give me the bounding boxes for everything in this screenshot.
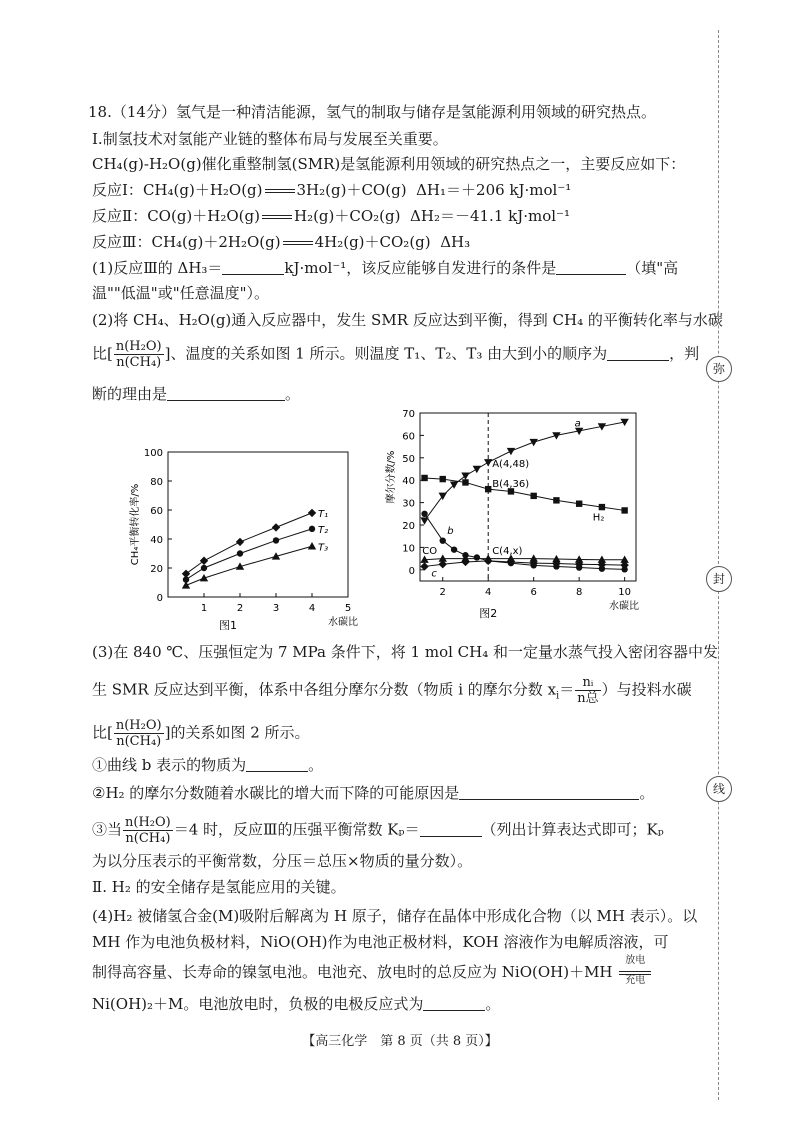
y-tick-label: 50 (402, 453, 415, 465)
data-point (421, 511, 427, 517)
question-2-cont: 比[ $\frac{\text{n(H₂O)}}{\text{n(CH₄)}}$ ]、温度的关系如图 1 所示。则温度 T₁、T₂、T₃ 由大到小的顺序为 ，判 (92, 339, 700, 370)
question-3-cont: 生 SMR 反应达到平衡，体系中各组分摩尔分数（物质 i 的摩尔分数 $x_i=$ $\frac{\text{nᵢ}}{\text{n总}}$ ）与投料水碳 (92, 675, 692, 706)
data-point (462, 479, 468, 485)
x-axis-label: 水碳比 (328, 617, 358, 628)
figure-title: 图1 (219, 619, 237, 630)
seal-char: 封 (706, 566, 732, 592)
y-tick-label: 0 (408, 565, 415, 577)
data-point (484, 557, 492, 565)
x-axis-label: 水碳比 (609, 601, 639, 612)
answer-blank[interactable] (420, 821, 482, 837)
data-point (182, 581, 190, 588)
data-point (461, 473, 469, 480)
x-tick-label: 3 (272, 603, 280, 614)
water-carbon-ratio-fraction: $\frac{\text{n(H₂O)}}{\text{n(CH₄)}}$ (125, 815, 171, 846)
charge-discharge-arrow: 放电 充电 (617, 961, 653, 983)
question-4: (4)H₂ 被储氢合金(M)吸附后解离为 H 原子，储存在晶体中形成化合物（以 MH 表示）。以 (92, 907, 698, 925)
series-label: T₃ (318, 542, 329, 554)
data-point (599, 504, 605, 510)
annotation-a: A(4,48) (492, 458, 530, 470)
series-label: b (447, 525, 454, 537)
data-point (309, 526, 315, 532)
y-tick-label: 30 (402, 498, 415, 510)
y-tick-label: 60 (150, 506, 163, 517)
y-tick-label: 0 (156, 593, 163, 604)
data-point (236, 538, 244, 546)
part-1-heading: Ⅰ.制氢技术对氢能产业链的整体布局与发展至关重要。 (92, 130, 448, 148)
series-line (425, 561, 625, 567)
y-axis-label: CH₄平衡转化率/% (130, 483, 141, 566)
x-tick-label: 2 (236, 603, 244, 614)
seal-char: 弥 (706, 356, 732, 382)
answer-blank[interactable] (423, 995, 485, 1011)
reaction-1: 反应Ⅰ：CH₄(g)＋H₂O(g) 3H₂(g)＋CO(g) ΔH₁＝＋206 kJ·mol⁻¹ (92, 181, 572, 199)
question-1-cont: 温""低温"或"任意温度"）。 (92, 284, 269, 302)
series-label: T₁ (318, 508, 329, 520)
y-tick-label: 10 (402, 543, 415, 555)
answer-blank[interactable] (167, 385, 285, 401)
x-tick-label: 1 (200, 603, 208, 614)
intro-text: CH₄(g)-H₂O(g)催化重整制氢(SMR)是氢能源利用领域的研究热点之一，主要反应如下： (92, 155, 686, 173)
equilibrium-arrow-icon (283, 241, 313, 245)
series-label: c (431, 568, 437, 580)
x-tick-label: 10 (618, 587, 631, 598)
data-point (308, 509, 316, 517)
data-point (507, 448, 515, 455)
data-point (473, 466, 481, 473)
answer-blank[interactable] (222, 259, 284, 275)
x-tick-label: 5 (344, 603, 352, 614)
x-tick-label: 8 (575, 587, 583, 598)
data-point (474, 554, 480, 560)
y-tick-label: 40 (150, 535, 163, 546)
series-line (186, 529, 312, 580)
figure-2-chart (378, 405, 648, 633)
y-tick-label: 80 (150, 477, 163, 488)
y-tick-label: 20 (150, 564, 163, 575)
question-1: (1)反应Ⅲ的 ΔH₃＝ kJ·mol⁻¹，该反应能够自发进行的条件是 （填"高 (92, 259, 679, 277)
question-18-header: 18.（14分）氢气是一种清洁能源，氢气的制取与储存是氢能源利用领域的研究热点。 (88, 103, 656, 121)
answer-blank[interactable] (459, 784, 639, 800)
mole-fraction-formula: $\frac{\text{nᵢ}}{\text{n总}}$ (577, 675, 599, 706)
data-point (440, 476, 446, 482)
data-point (530, 493, 536, 499)
data-point (484, 459, 492, 466)
series-line (186, 513, 312, 574)
x-tick-label: 2 (439, 587, 446, 598)
series-line (425, 559, 625, 560)
water-carbon-ratio-fraction: $\frac{\text{n(H₂O)}}{\text{n(CH₄)}}$ (115, 718, 162, 749)
equilibrium-arrow-icon (265, 189, 295, 193)
equilibrium-arrow-icon (262, 215, 292, 219)
y-tick-label: 70 (402, 409, 415, 420)
question-4-cont1: MH 作为电池负极材料，NiO(OH)作为电池正极材料，KOH 溶液作为电解质溶液，可 (92, 933, 669, 951)
x-tick-label: 6 (530, 587, 537, 598)
answer-blank[interactable] (246, 756, 308, 772)
reaction-3: 反应Ⅲ：CH₄(g)＋2H₂O(g) 4H₂(g)＋CO₂(g) ΔH₃ (92, 233, 471, 251)
annotation-b: B(4,36) (492, 478, 530, 490)
data-point (439, 493, 447, 500)
data-point (451, 546, 457, 552)
question-4-cont2: 制得高容量、长寿命的镍氢电池。电池充、放电时的总反应为 NiO(OH)＋MH 放电 充电 (92, 961, 653, 983)
figure-title: 图2 (479, 607, 498, 620)
question-3-2: ②H₂ 的摩尔分数随着水碳比的增大而下降的可能原因是 。 (92, 784, 655, 802)
data-point (200, 557, 208, 565)
question-4-cont3: Ni(OH)₂＋M。电池放电时，负极的电极反应式为 。 (92, 995, 501, 1013)
plot-frame (420, 413, 636, 581)
data-point (440, 537, 446, 543)
series-label: a (574, 418, 581, 430)
water-carbon-ratio-fraction: $\frac{\text{n(H₂O)}}{\text{n(CH₄)}}$ (115, 339, 162, 370)
answer-blank[interactable] (556, 259, 626, 275)
data-point (308, 542, 316, 549)
series-label: T₂ (318, 524, 329, 536)
page-footer: 【高三化学 第 8 页（共 8 页）】 (302, 1034, 498, 1049)
data-point (272, 523, 280, 531)
part-2-heading: Ⅱ. H₂ 的安全储存是氢能应用的关键。 (92, 878, 346, 896)
y-axis-label: 摩尔分数/% (386, 450, 397, 504)
data-point (485, 486, 491, 492)
question-3-3: ③当 $\frac{\text{n(H₂O)}}{\text{n(CH₄)}}$ ＝4 时，反应Ⅲ的压强平衡常数 Kₚ＝ （列出计算表达式即可；Kₚ (92, 815, 664, 846)
data-point (576, 501, 582, 507)
question-2-reason: 断的理由是 。 (92, 385, 301, 403)
series-label: CO (422, 546, 438, 558)
x-tick-label: 4 (308, 603, 316, 614)
question-3-1: ①曲线 b 表示的物质为 。 (92, 756, 324, 774)
question-2: (2)将 CH₄、H₂O(g)通入反应器中，发生 SMR 反应达到平衡，得到 CH₄ 的平衡转化率与水碳 (92, 311, 723, 329)
question-3: (3)在 840 ℃、压强恒定为 7 MPa 条件下，将 1 mol CH₄ 和一定量水蒸气投入密闭容器中发 (92, 643, 719, 661)
data-point (421, 475, 427, 481)
question-3-3-cont: 为以分压表示的平衡常数，分压＝总压×物质的量分数）。 (92, 852, 473, 870)
series-label: H₂ (592, 512, 605, 524)
seal-dashed-line (718, 30, 719, 1100)
question-3-ratio: 比[ $\frac{\text{n(H₂O)}}{\text{n(CH₄)}}$ ]的关系如图 2 所示。 (92, 718, 310, 749)
data-point (529, 439, 537, 446)
y-tick-label: 100 (143, 448, 163, 459)
figure-1-chart (120, 440, 370, 630)
data-point (553, 497, 559, 503)
seal-char: 线 (706, 776, 732, 802)
data-point (237, 550, 243, 556)
reaction-2: 反应Ⅱ：CO(g)＋H₂O(g) H₂(g)＋CO₂(g) ΔH₂＝－41.1 kJ·mol⁻¹ (92, 207, 570, 225)
data-point (621, 507, 627, 513)
data-point (273, 537, 279, 543)
x-tick-label: 4 (485, 587, 492, 598)
annotation-c: C(4,x) (492, 546, 523, 558)
y-tick-label: 20 (402, 521, 415, 532)
y-tick-label: 60 (402, 431, 415, 443)
data-point (201, 565, 207, 571)
answer-blank[interactable] (607, 345, 669, 361)
y-tick-label: 40 (402, 476, 415, 488)
